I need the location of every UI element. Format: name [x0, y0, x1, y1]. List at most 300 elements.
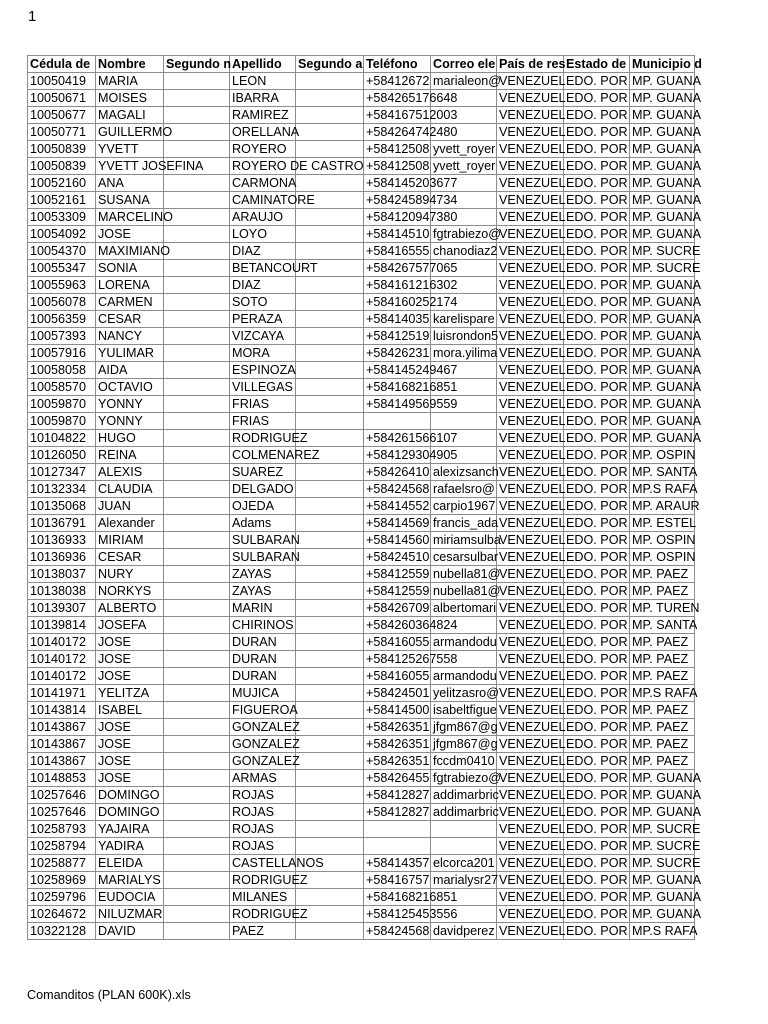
table-row	[28, 175, 695, 192]
table-cell	[164, 345, 230, 362]
table-cell	[497, 243, 564, 260]
cell-text: VENEZUEL	[499, 720, 566, 734]
table-cell	[96, 906, 164, 923]
column-header: Municipio d	[630, 56, 695, 73]
table-cell	[564, 362, 630, 379]
cell-text: VENEZUEL	[499, 380, 566, 394]
table-cell	[96, 651, 164, 668]
cell-text: MP. SUCRE	[632, 856, 701, 870]
column-header: Estado de	[564, 56, 630, 73]
cell-text: +584260364824	[366, 618, 458, 632]
cell-text: VENEZUEL	[499, 516, 566, 530]
table-cell	[296, 243, 364, 260]
table-cell	[630, 362, 702, 379]
table-row	[28, 396, 695, 413]
table-cell	[296, 804, 364, 821]
cell-text: MP. GUANA	[632, 295, 702, 309]
cell-text: VENEZUEL	[499, 686, 566, 700]
table-cell	[431, 634, 497, 651]
table-cell	[296, 838, 364, 855]
table-cell	[164, 73, 230, 90]
cell-text: 10059870	[30, 397, 87, 411]
cell-text: MARIN	[232, 601, 273, 615]
table-row	[28, 124, 695, 141]
table-cell	[164, 787, 230, 804]
table-cell	[630, 685, 698, 702]
table-cell	[164, 515, 230, 532]
table-cell	[230, 226, 296, 243]
cell-text: DAVID	[98, 924, 136, 938]
table-row	[28, 804, 695, 821]
cell-text: +584245894734	[366, 193, 458, 207]
table-cell	[564, 107, 630, 124]
table-cell	[564, 73, 630, 90]
cell-text: JOSEFA	[98, 618, 147, 632]
table-cell	[497, 345, 564, 362]
table-row	[28, 192, 695, 209]
cell-text: LEON	[232, 74, 267, 88]
table-cell	[431, 770, 502, 787]
cell-text: VENEZUEL	[499, 499, 566, 513]
table-cell	[230, 889, 296, 906]
cell-text: EDO. POR	[566, 788, 628, 802]
table-row	[28, 447, 695, 464]
table-cell	[164, 719, 230, 736]
table-cell	[96, 294, 164, 311]
table-cell	[230, 787, 296, 804]
table-cell	[497, 124, 564, 141]
cell-text: MP.S RAFA	[632, 686, 698, 700]
cell-text: MP. OSPIN	[632, 448, 696, 462]
table-cell	[630, 175, 702, 192]
table-cell	[630, 379, 702, 396]
table-cell	[296, 634, 364, 651]
table-row	[28, 617, 695, 634]
cell-text: VENEZUEL	[499, 839, 566, 853]
table-row	[28, 719, 695, 736]
table-cell	[296, 124, 364, 141]
cell-text: ARAUJO	[232, 210, 284, 224]
cell-text: +58414569	[366, 516, 430, 530]
table-cell	[630, 158, 702, 175]
cell-text: davidperez	[433, 924, 495, 938]
cell-text: LOYO	[232, 227, 267, 241]
cell-text: EDO. POR	[566, 125, 628, 139]
table-cell	[28, 685, 96, 702]
table-row	[28, 855, 695, 872]
table-cell	[630, 209, 702, 226]
cell-text: EDO. POR	[566, 193, 628, 207]
cell-text: IBARRA	[232, 91, 279, 105]
table-cell	[564, 600, 630, 617]
cell-text: EDO. POR	[566, 312, 628, 326]
cell-text: CLAUDIA	[98, 482, 153, 496]
table-cell	[364, 651, 458, 668]
table-cell	[630, 736, 695, 753]
cell-text: EDO. POR	[566, 465, 628, 479]
table-cell	[564, 515, 630, 532]
cell-text: MP. ARAUR	[632, 499, 700, 513]
cell-text: 10058570	[30, 380, 87, 394]
cell-text: MIRIAM	[98, 533, 144, 547]
table-cell	[164, 260, 230, 277]
cell-text: VENEZUEL	[499, 482, 566, 496]
cell-text: VENEZUEL	[499, 856, 566, 870]
table-cell	[630, 124, 702, 141]
table-cell	[564, 736, 630, 753]
table-cell	[630, 464, 698, 481]
table-cell	[630, 753, 695, 770]
cell-text: SONIA	[98, 261, 138, 275]
cell-text: VENEZUEL	[499, 465, 566, 479]
table-cell	[230, 107, 296, 124]
cell-text: EDO. POR	[566, 295, 628, 309]
table-cell	[96, 702, 164, 719]
table-cell	[497, 379, 564, 396]
cell-text: ALEXIS	[98, 465, 143, 479]
cell-text: OJEDA	[232, 499, 274, 513]
cell-text: JOSE	[98, 754, 131, 768]
table-row	[28, 923, 695, 940]
cell-text: MORA	[232, 346, 270, 360]
cell-text: JOSE	[98, 635, 131, 649]
cell-text: yvett_royer	[433, 142, 496, 156]
cell-text: MP. PAEZ	[632, 720, 689, 734]
table-cell	[364, 107, 458, 124]
cell-text: 10140172	[30, 635, 87, 649]
table-cell	[164, 311, 230, 328]
column-header: Segundo a	[296, 56, 364, 73]
table-cell	[164, 328, 230, 345]
table-cell	[630, 702, 695, 719]
column-header: Cédula de	[28, 56, 96, 73]
cell-text: DOMINGO	[98, 805, 160, 819]
column-header: Correo ele	[431, 56, 497, 73]
cell-text: jfgm867@g	[433, 737, 498, 751]
table-cell	[230, 430, 308, 447]
cell-text: MP. GUANA	[632, 210, 702, 224]
table-cell	[364, 209, 458, 226]
table-cell	[164, 532, 230, 549]
cell-text: EUDOCIA	[98, 890, 156, 904]
cell-text: +58414035	[366, 312, 430, 326]
table-cell	[296, 515, 364, 532]
table-cell	[564, 209, 630, 226]
table-cell	[497, 413, 564, 430]
cell-text: 10143867	[30, 737, 87, 751]
cell-text: elcorca201	[433, 856, 495, 870]
table-cell	[28, 821, 96, 838]
table-cell	[497, 889, 564, 906]
cell-text: MP. GUANA	[632, 788, 702, 802]
table-cell	[28, 175, 96, 192]
table-cell	[497, 702, 564, 719]
table-cell	[230, 872, 308, 889]
table-cell	[230, 702, 296, 719]
table-cell	[96, 90, 164, 107]
cell-text: EDO. POR	[566, 108, 628, 122]
table-cell	[630, 107, 702, 124]
table-cell	[630, 821, 701, 838]
cell-text: +58412508	[366, 159, 430, 173]
cell-text: VENEZUEL	[499, 703, 566, 717]
cell-text: VENEZUEL	[499, 210, 566, 224]
table-cell	[164, 617, 230, 634]
cell-text: addimarbric	[433, 805, 499, 819]
cell-text: ROJAS	[232, 805, 274, 819]
cell-text: 10054092	[30, 227, 87, 241]
cell-text: VENEZUEL	[499, 754, 566, 768]
table-row	[28, 328, 695, 345]
table-cell	[28, 73, 96, 90]
table-cell	[431, 668, 497, 685]
table-row	[28, 158, 695, 175]
cell-text: BETANCOURT	[232, 261, 318, 275]
cell-text: MP. GUANA	[632, 108, 702, 122]
cell-text: +58412519	[366, 329, 430, 343]
table-cell	[630, 923, 698, 940]
table-cell	[364, 90, 458, 107]
cell-text: CARMONA	[232, 176, 297, 190]
table-row	[28, 770, 695, 787]
table-cell	[164, 498, 230, 515]
cell-text: +584267577065	[366, 261, 458, 275]
table-cell	[230, 770, 296, 787]
table-row	[28, 209, 695, 226]
cell-text: JOSE	[98, 737, 131, 751]
table-cell	[497, 787, 564, 804]
cell-text: ANA	[98, 176, 124, 190]
cell-text: VENEZUEL	[499, 142, 566, 156]
cell-text: +584160252174	[366, 295, 458, 309]
cell-text: VENEZUEL	[499, 431, 566, 445]
table-cell	[28, 413, 96, 430]
table-cell	[28, 787, 96, 804]
page-number: 1	[28, 8, 37, 25]
table-cell	[96, 923, 164, 940]
table-cell	[164, 651, 230, 668]
cell-text: EDO. POR	[566, 159, 628, 173]
cell-text: EDO. POR	[566, 907, 628, 921]
table-cell	[364, 838, 431, 855]
table-cell	[164, 243, 230, 260]
cell-text: 10057916	[30, 346, 87, 360]
cell-text: fgtrabiezo@	[433, 771, 502, 785]
table-cell	[497, 158, 564, 175]
table-cell	[497, 175, 564, 192]
cell-text: EDO. POR	[566, 890, 628, 904]
table-cell	[497, 600, 564, 617]
table-cell	[497, 770, 564, 787]
table-cell	[96, 889, 164, 906]
cell-text: VENEZUEL	[499, 533, 566, 547]
table-cell	[230, 923, 296, 940]
table-cell	[364, 770, 431, 787]
cell-text: VENEZUEL	[499, 601, 566, 615]
table-cell	[564, 447, 630, 464]
table-cell	[28, 651, 96, 668]
table-cell	[364, 787, 431, 804]
table-cell	[431, 736, 497, 753]
table-cell	[630, 872, 702, 889]
table-cell	[96, 464, 164, 481]
table-cell	[364, 260, 458, 277]
table-cell	[364, 906, 458, 923]
table-row	[28, 583, 695, 600]
table-cell	[497, 362, 564, 379]
table-cell	[230, 277, 296, 294]
table-cell	[96, 481, 164, 498]
cell-text: +58416055	[366, 635, 430, 649]
table-cell	[96, 736, 164, 753]
cell-text: ROYERO	[232, 142, 287, 156]
cell-text: EDO. POR	[566, 703, 628, 717]
table-cell	[28, 515, 96, 532]
table-cell	[497, 464, 564, 481]
cell-text: VENEZUEL	[499, 176, 566, 190]
table-cell	[497, 566, 564, 583]
table-cell	[630, 447, 695, 464]
table-cell	[630, 770, 702, 787]
table-cell	[296, 141, 364, 158]
table-cell	[630, 719, 695, 736]
cell-text: JOSE	[98, 227, 131, 241]
table-cell	[230, 906, 308, 923]
table-cell	[364, 549, 431, 566]
cell-text: YONNY	[98, 397, 143, 411]
cell-text: +58416555	[366, 244, 430, 258]
table-cell	[564, 175, 630, 192]
table-row	[28, 787, 695, 804]
cell-text: DURAN	[232, 669, 277, 683]
cell-text: 10259796	[30, 890, 87, 904]
cell-text: VENEZUEL	[499, 771, 566, 785]
table-cell	[364, 685, 431, 702]
cell-text: VENEZUEL	[499, 346, 566, 360]
table-row	[28, 430, 695, 447]
table-cell	[364, 617, 458, 634]
table-row	[28, 838, 695, 855]
cell-text: DELGADO	[232, 482, 294, 496]
table-cell	[364, 158, 431, 175]
cell-text: +584264742480	[366, 125, 458, 139]
table-cell	[296, 73, 364, 90]
cell-text: VENEZUEL	[499, 312, 566, 326]
cell-text: +58416757	[366, 873, 430, 887]
table-cell	[230, 549, 300, 566]
cell-text: +584265176648	[366, 91, 458, 105]
table-cell	[431, 413, 497, 430]
table-cell	[164, 209, 230, 226]
cell-text: GONZALEZ	[232, 754, 300, 768]
cell-text: karelispare	[433, 312, 495, 326]
table-cell	[28, 583, 96, 600]
cell-text: MARIA	[98, 74, 138, 88]
table-cell	[564, 838, 630, 855]
table-cell	[96, 685, 164, 702]
table-cell	[497, 821, 564, 838]
cell-text: MP. GUANA	[632, 771, 702, 785]
cell-text: ARMAS	[232, 771, 277, 785]
table-cell	[296, 685, 364, 702]
table-cell	[497, 668, 564, 685]
table-row	[28, 906, 695, 923]
table-cell	[431, 481, 497, 498]
table-cell	[164, 413, 230, 430]
spreadsheet-table	[27, 55, 702, 940]
table-cell	[497, 583, 564, 600]
cell-text: marialysr27	[433, 873, 499, 887]
table-cell	[96, 311, 164, 328]
table-cell	[96, 243, 171, 260]
cell-text: +58412827	[366, 805, 430, 819]
cell-text: YONNY	[98, 414, 143, 428]
table-cell	[497, 923, 564, 940]
table-cell	[564, 192, 630, 209]
table-cell	[564, 872, 630, 889]
table-cell	[230, 821, 296, 838]
cell-text: fgtrabiezo@	[433, 227, 502, 241]
table-cell	[564, 413, 630, 430]
table-cell	[364, 821, 431, 838]
table-cell	[230, 855, 324, 872]
table-cell	[564, 702, 630, 719]
table-cell	[431, 753, 497, 770]
table-cell	[431, 549, 497, 566]
cell-text: SUSANA	[98, 193, 150, 207]
table-cell	[230, 209, 296, 226]
table-body	[28, 73, 702, 940]
table-cell	[296, 702, 364, 719]
cell-text: CHIRINOS	[232, 618, 294, 632]
table-cell	[630, 855, 701, 872]
table-cell	[164, 838, 230, 855]
cell-text: 10050677	[30, 108, 87, 122]
cell-text: EDO. POR	[566, 482, 628, 496]
table-row	[28, 702, 695, 719]
cell-text: VENEZUEL	[499, 669, 566, 683]
cell-text: SULBARAN	[232, 533, 300, 547]
cell-text: 10138037	[30, 567, 87, 581]
cell-text: 10052160	[30, 176, 87, 190]
table-cell	[164, 634, 230, 651]
table-cell	[296, 651, 364, 668]
table-cell	[96, 447, 164, 464]
cell-text: EDO. POR	[566, 567, 628, 581]
cell-text: ALBERTO	[98, 601, 157, 615]
table-row	[28, 600, 695, 617]
table-cell	[164, 702, 230, 719]
table-cell	[630, 73, 702, 90]
cell-text: EDO. POR	[566, 686, 628, 700]
cell-text: 10258794	[30, 839, 87, 853]
table-cell	[96, 583, 164, 600]
table-cell	[364, 243, 431, 260]
cell-text: +58426455	[366, 771, 430, 785]
table-cell	[28, 634, 96, 651]
table-row	[28, 532, 695, 549]
cell-text: EDO. POR	[566, 278, 628, 292]
table-row	[28, 685, 695, 702]
table-cell	[230, 294, 296, 311]
table-cell	[630, 277, 702, 294]
cell-text: VENEZUEL	[499, 805, 566, 819]
table-cell	[296, 345, 364, 362]
table-cell	[230, 464, 296, 481]
table-row	[28, 362, 695, 379]
table-cell	[431, 600, 497, 617]
table-cell	[230, 515, 296, 532]
